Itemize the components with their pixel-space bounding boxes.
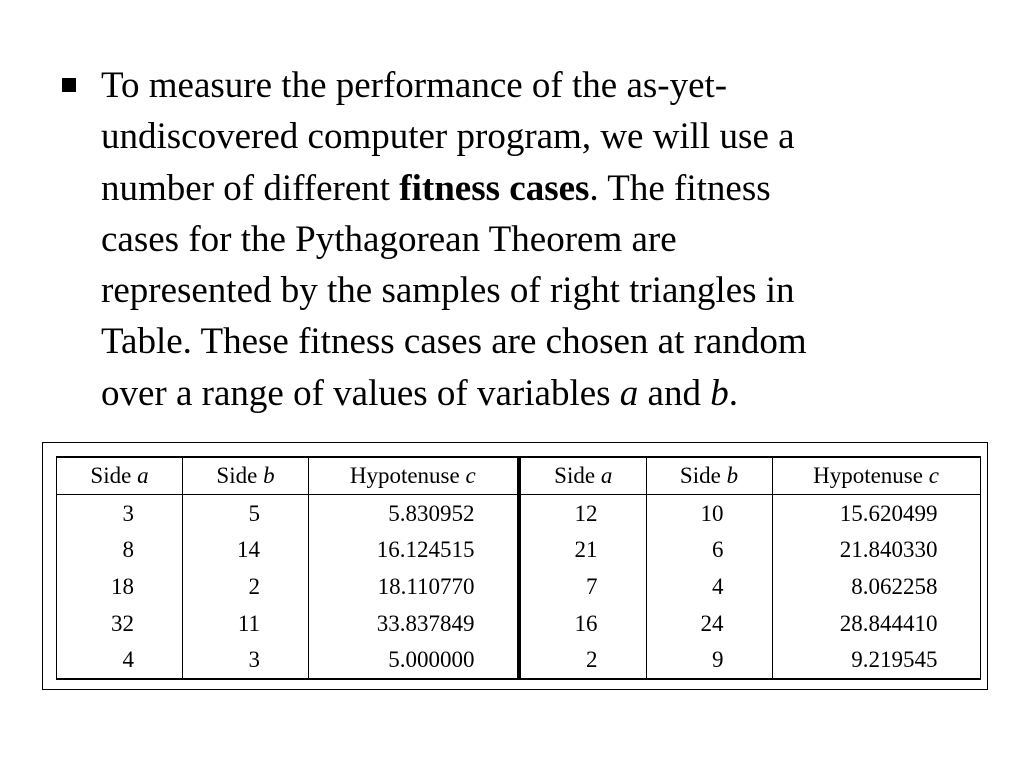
- table-row: [520, 531, 980, 568]
- text-line: over a range of values of variables a and b.: [101, 372, 738, 414]
- table-row: [520, 568, 980, 605]
- header-side-a: Side a: [520, 457, 646, 494]
- cell-hypotenuse: 21.840330: [772, 531, 980, 568]
- table-row: [520, 605, 980, 642]
- cell-side-a: 21: [520, 531, 646, 568]
- square-bullet-icon: [62, 78, 76, 92]
- cell-side-a: 12: [520, 494, 646, 531]
- text-line: To measure the performance of the as-yet-: [101, 65, 728, 106]
- cell-side-a: 4: [57, 642, 183, 679]
- cell-hypotenuse: 8.062258: [772, 568, 980, 605]
- table-row: [520, 642, 980, 679]
- header-side-b: Side b: [646, 457, 772, 494]
- cell-hypotenuse: 5.830952: [309, 494, 518, 531]
- table-row: [57, 605, 518, 642]
- cell-side-a: 18: [57, 568, 183, 605]
- cell-side-b: 2: [183, 568, 309, 605]
- cell-hypotenuse: 33.837849: [309, 605, 518, 642]
- text-line: number of different fitness cases. The fitness: [101, 167, 771, 209]
- table-row: [57, 568, 518, 605]
- cell-hypotenuse: 18.110770: [309, 568, 518, 605]
- cell-side-b: 4: [646, 568, 772, 605]
- cell-side-a: 16: [520, 605, 646, 642]
- header-hypotenuse-c: Hypotenuse c: [309, 457, 518, 494]
- cell-side-b: 3: [183, 642, 309, 679]
- cell-side-b: 9: [646, 642, 772, 679]
- header-hypotenuse-c: Hypotenuse c: [772, 457, 980, 494]
- text-line: Table. These fitness cases are chosen at random: [101, 321, 807, 363]
- table-header-row: [57, 457, 518, 494]
- table-row: [57, 642, 518, 679]
- header-side-b: Side b: [183, 457, 309, 494]
- table-row: [57, 531, 518, 568]
- table-header-row: [520, 457, 980, 494]
- cell-hypotenuse: 16.124515: [309, 531, 518, 568]
- fitness-cases-table-right: [519, 456, 981, 680]
- cell-side-b: 5: [183, 494, 309, 531]
- cell-side-a: 7: [520, 568, 646, 605]
- variable-b: b: [710, 372, 729, 414]
- fitness-cases-table-frame: [42, 442, 988, 690]
- bullet-text: [101, 60, 961, 419]
- cell-side-b: 14: [183, 531, 309, 568]
- cell-side-b: 6: [646, 531, 772, 568]
- cell-side-a: 3: [57, 494, 183, 531]
- cell-side-b: 11: [183, 605, 309, 642]
- variable-a: a: [619, 372, 639, 414]
- text-line: cases for the Pythagorean Theorem are: [101, 218, 677, 260]
- cell-side-b: 24: [646, 605, 772, 642]
- fitness-cases-table-left: [56, 456, 519, 680]
- cell-side-a: 32: [57, 605, 183, 642]
- cell-side-b: 10: [646, 494, 772, 531]
- cell-side-a: 2: [520, 642, 646, 679]
- cell-hypotenuse: 5.000000: [309, 642, 518, 679]
- cell-hypotenuse: 28.844410: [772, 605, 980, 642]
- header-side-a: Side a: [57, 457, 183, 494]
- fitness-cases-term: fitness cases: [399, 167, 590, 209]
- text-line: undiscovered computer program, we will use a: [101, 116, 795, 158]
- table-row: [57, 494, 518, 531]
- text-line: represented by the samples of right triangles in: [101, 270, 795, 312]
- cell-hypotenuse: 9.219545: [772, 642, 980, 679]
- cell-side-a: 8: [57, 531, 183, 568]
- table-row: [520, 494, 980, 531]
- cell-hypotenuse: 15.620499: [772, 494, 980, 531]
